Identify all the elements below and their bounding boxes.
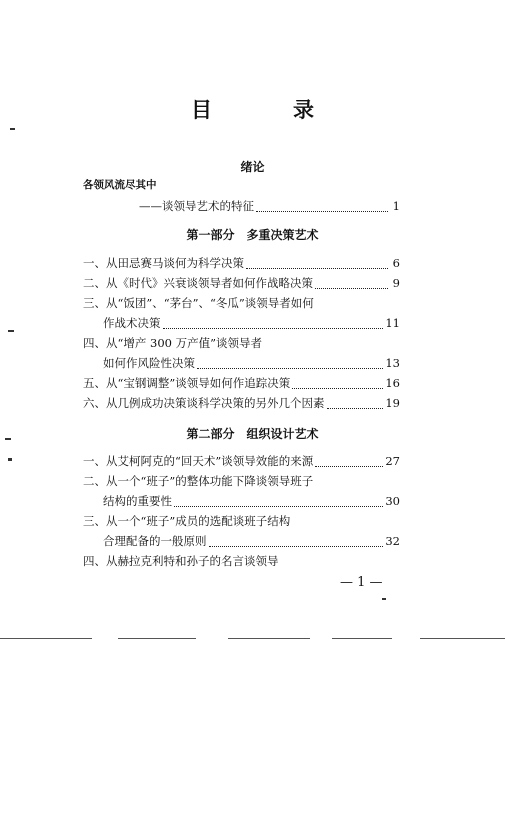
leader-dots [327,398,384,409]
part1-heading: 第一部分 多重决策艺术 [186,228,319,242]
entry-text: 六、从几例成功决策谈科学决策的另外几个因素 [83,396,325,410]
leader-dots [315,278,388,289]
scan-edge-line [420,638,505,639]
scan-speck [8,458,12,461]
entry-text: 一、从田忌赛马谈何为科学决策 [83,256,244,270]
leader-dots [163,318,384,329]
toc-entry-line1[interactable]: 二、从一个“班子”的整体功能下降谈领导班子 [83,474,314,488]
entry-text: 合理配备的一般原则 [103,534,207,548]
toc-entry[interactable] [83,254,400,272]
leader-dots [174,496,383,507]
page-number: 9 [392,276,400,290]
entry-text: 结构的重要性 [103,494,172,508]
toc-entry-intro[interactable] [83,197,400,215]
page-number: 30 [385,494,400,508]
entry-text: 如何作风险性决策 [103,356,195,370]
leader-dots [315,456,383,467]
page-number: 27 [385,454,400,468]
intro-lead: 各领风流尽其中 [83,179,157,191]
page-number: 1 [392,199,400,213]
entry-text: 作战术决策 [103,316,161,330]
page-number: 19 [385,396,400,410]
page-title: 目 录 [191,98,344,122]
toc-entry[interactable] [83,394,400,412]
page-number: 16 [385,376,400,390]
page-number: 32 [385,534,400,548]
leader-dots [292,378,383,389]
intro-heading: 绪论 [240,160,265,174]
entry-text: 二、从《时代》兴衰谈领导者如何作战略决策 [83,276,313,290]
toc-entry[interactable] [83,374,400,392]
leader-dots [256,201,388,212]
scan-edge-line [0,638,92,639]
toc-entry-line1[interactable]: 四、从赫拉克利特和孙子的名言谈领导 [83,554,279,568]
page-footer-number: — 1 — [340,575,383,590]
scan-speck [382,598,386,600]
toc-entry[interactable] [83,354,400,372]
toc-entry[interactable] [83,274,400,292]
scan-edge-line [332,638,392,639]
leader-dots [209,536,384,547]
page-number: 6 [392,256,400,270]
toc-entry[interactable] [83,532,400,550]
page-number: 11 [385,316,400,330]
toc-entry[interactable] [83,492,400,510]
scan-speck [10,128,15,130]
page-number: 13 [385,356,400,370]
part2-heading: 第二部分 组织设计艺术 [186,427,319,441]
leader-dots [197,358,383,369]
scan-edge-line [228,638,310,639]
toc-entry-line1[interactable]: 四、从“增产 300 万产值”谈领导者 [83,336,263,350]
entry-text: ——谈领导艺术的特征 [139,199,254,213]
toc-entry[interactable] [83,314,400,332]
leader-dots [246,258,388,269]
scan-speck [8,330,14,332]
scan-edge-line [118,638,196,639]
toc-entry-line1[interactable]: 三、从“饭团”、“茅台”、“冬瓜”谈领导者如何 [83,296,314,310]
entry-text: 一、从艾柯阿克的“回天术”谈领导效能的来源 [83,454,314,468]
toc-entry[interactable] [83,452,400,470]
toc-entry-line1[interactable]: 三、从一个“班子”成员的选配谈班子结构 [83,514,291,528]
entry-text: 五、从“宝钢调整”谈领导如何作追踪决策 [83,376,291,390]
scan-speck [5,438,11,440]
